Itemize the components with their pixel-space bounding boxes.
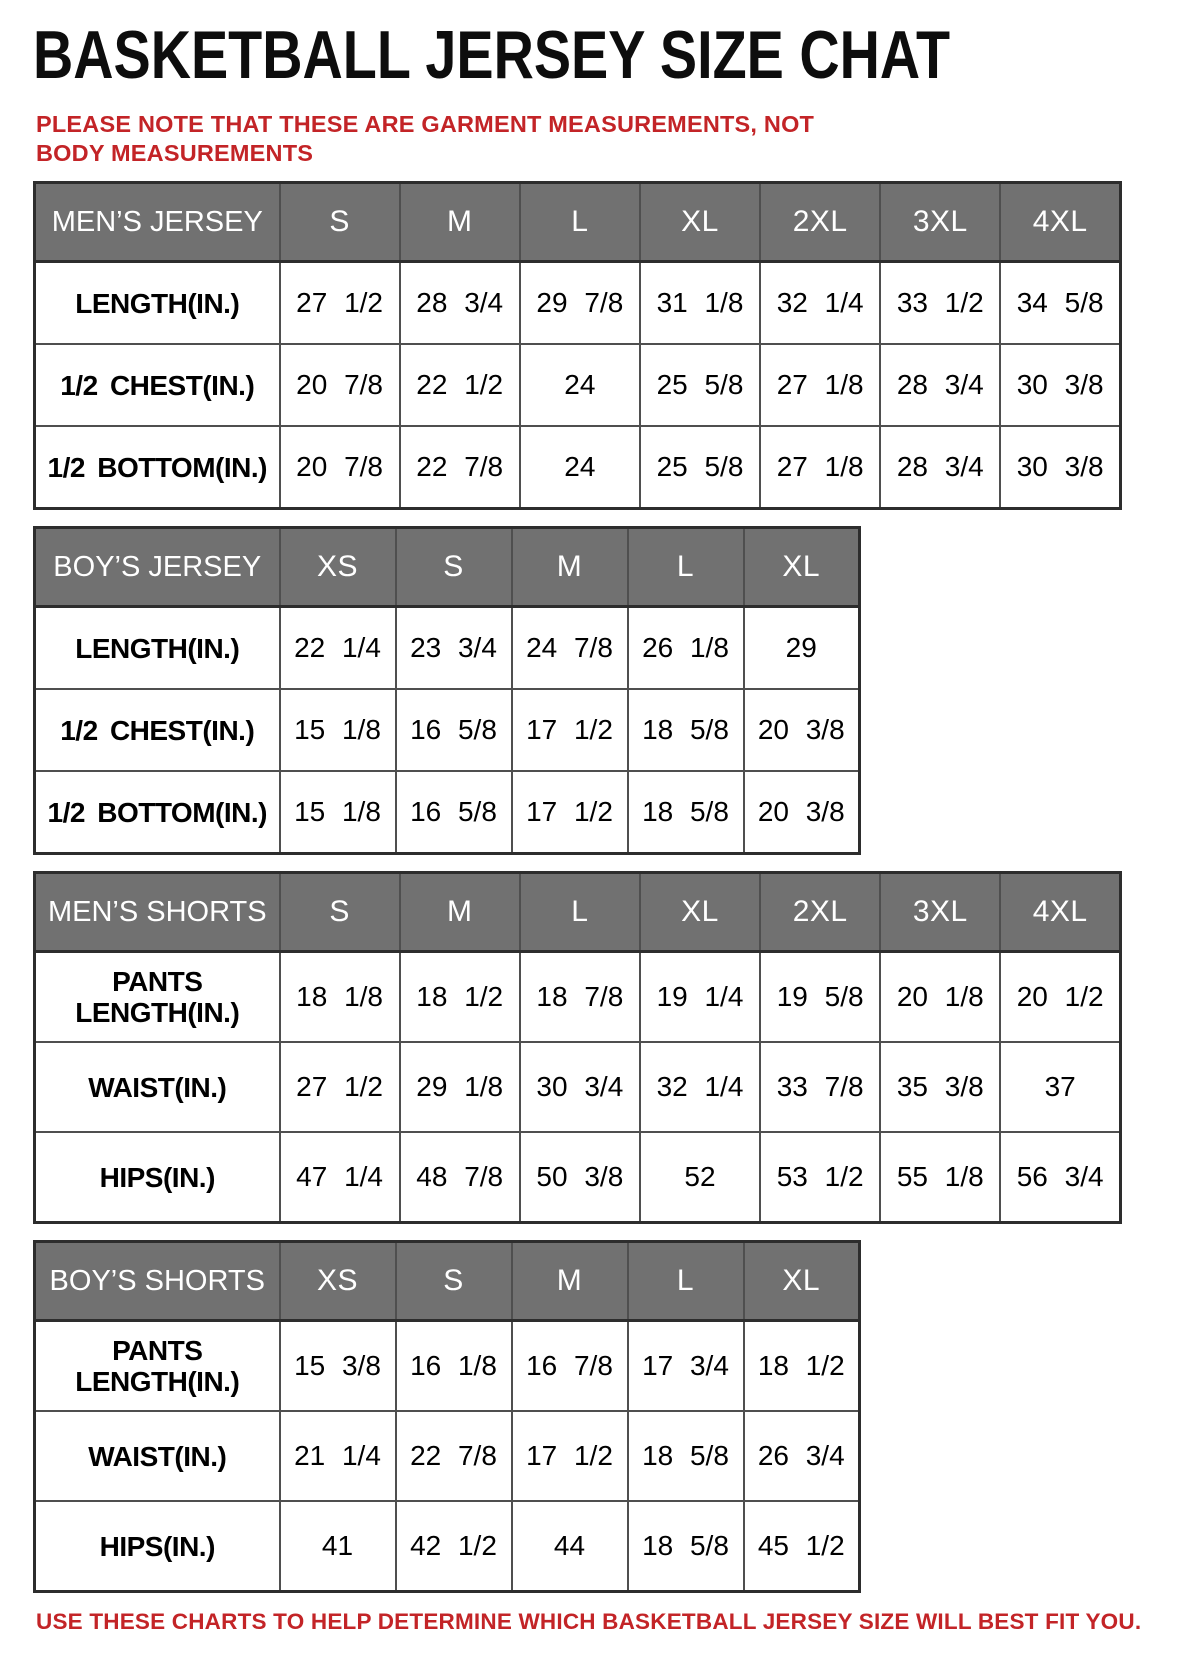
row-label: WAIST(IN.) bbox=[35, 1411, 280, 1501]
measurement-row-boys-shorts-1 bbox=[35, 1411, 860, 1501]
size-column-header-mens-jersey-3xl: 3XL bbox=[880, 183, 1000, 262]
fit-advice-footer: USE THESE CHARTS TO HELP DETERMINE WHICH BASKETBALL JERSEY SIZE WILL BEST FIT YOU. bbox=[36, 1609, 1142, 1635]
size-value-cell: 20 1/8 bbox=[880, 952, 1000, 1043]
size-column-header-mens-jersey-2xl: 2XL bbox=[760, 183, 880, 262]
row-label: 1/2 CHEST(IN.) bbox=[35, 689, 280, 771]
size-value-cell: 24 bbox=[520, 426, 640, 509]
size-column-header-mens-jersey-m: M bbox=[400, 183, 520, 262]
row-label: LENGTH(IN.) bbox=[35, 607, 280, 690]
mens-shorts-table-container bbox=[33, 871, 1170, 1224]
size-column-header-boys-shorts-m: M bbox=[512, 1242, 628, 1321]
size-value-cell: 19 1/4 bbox=[640, 952, 760, 1043]
size-value-cell: 22 1/4 bbox=[280, 607, 396, 690]
mens-jersey-table-container bbox=[33, 181, 1170, 510]
size-value-cell: 44 bbox=[512, 1501, 628, 1592]
row-label: HIPS(IN.) bbox=[35, 1501, 280, 1592]
row-label: PANTS LENGTH(IN.) bbox=[35, 1321, 280, 1412]
size-value-cell: 31 1/8 bbox=[640, 262, 760, 345]
row-label: HIPS(IN.) bbox=[35, 1132, 280, 1223]
size-value-cell: 20 3/8 bbox=[744, 771, 860, 854]
boys-jersey-table-container bbox=[33, 526, 1170, 855]
size-value-cell: 33 7/8 bbox=[760, 1042, 880, 1132]
size-value-cell: 18 5/8 bbox=[628, 1501, 744, 1592]
measurement-row-mens-shorts-1 bbox=[35, 1042, 1121, 1132]
page-title: BASKETBALL JERSEY SIZE CHAT bbox=[33, 17, 951, 93]
measurement-row-mens-shorts-2 bbox=[35, 1132, 1121, 1223]
size-column-header-mens-shorts-m: M bbox=[400, 873, 520, 952]
size-value-cell: 18 5/8 bbox=[628, 689, 744, 771]
size-value-cell: 41 bbox=[280, 1501, 396, 1592]
size-value-cell: 27 1/2 bbox=[280, 262, 400, 345]
size-value-cell: 16 1/8 bbox=[396, 1321, 512, 1412]
size-table-mens-shorts bbox=[33, 871, 1122, 1224]
size-column-header-boys-jersey-m: M bbox=[512, 528, 628, 607]
size-value-cell: 24 bbox=[520, 344, 640, 426]
size-value-cell: 50 3/8 bbox=[520, 1132, 640, 1223]
size-column-header-boys-shorts-l: L bbox=[628, 1242, 744, 1321]
row-label: 1/2 BOTTOM(IN.) bbox=[35, 771, 280, 854]
size-value-cell: 20 3/8 bbox=[744, 689, 860, 771]
size-table-boys-jersey bbox=[33, 526, 861, 855]
size-value-cell: 56 3/4 bbox=[1000, 1132, 1120, 1223]
size-value-cell: 24 7/8 bbox=[512, 607, 628, 690]
size-value-cell: 35 3/8 bbox=[880, 1042, 1000, 1132]
size-value-cell: 26 3/4 bbox=[744, 1411, 860, 1501]
size-value-cell: 20 7/8 bbox=[280, 344, 400, 426]
size-value-cell: 23 3/4 bbox=[396, 607, 512, 690]
size-value-cell: 37 bbox=[1000, 1042, 1120, 1132]
header-row-boys-jersey bbox=[35, 528, 860, 607]
size-column-header-boys-jersey-xs: XS bbox=[280, 528, 396, 607]
measurement-row-mens-jersey-2 bbox=[35, 426, 1121, 509]
row-label: 1/2 CHEST(IN.) bbox=[35, 344, 280, 426]
size-value-cell: 16 5/8 bbox=[396, 689, 512, 771]
size-value-cell: 19 5/8 bbox=[760, 952, 880, 1043]
size-column-header-mens-shorts-4xl: 4XL bbox=[1000, 873, 1120, 952]
size-column-header-boys-jersey-s: S bbox=[396, 528, 512, 607]
size-value-cell: 22 1/2 bbox=[400, 344, 520, 426]
size-value-cell: 27 1/8 bbox=[760, 426, 880, 509]
size-column-header-boys-shorts-xl: XL bbox=[744, 1242, 860, 1321]
size-value-cell: 32 1/4 bbox=[640, 1042, 760, 1132]
table-title-cell-boys-jersey: BOY’S JERSEY bbox=[35, 528, 280, 607]
size-value-cell: 18 1/2 bbox=[744, 1321, 860, 1412]
size-value-cell: 34 5/8 bbox=[1000, 262, 1120, 345]
size-column-header-mens-jersey-xl: XL bbox=[640, 183, 760, 262]
size-value-cell: 27 1/8 bbox=[760, 344, 880, 426]
size-value-cell: 16 5/8 bbox=[396, 771, 512, 854]
size-column-header-mens-shorts-s: S bbox=[280, 873, 400, 952]
size-value-cell: 16 7/8 bbox=[512, 1321, 628, 1412]
size-column-header-mens-shorts-xl: XL bbox=[640, 873, 760, 952]
size-value-cell: 27 1/2 bbox=[280, 1042, 400, 1132]
row-label: LENGTH(IN.) bbox=[35, 262, 280, 345]
table-title-cell-boys-shorts: BOY’S SHORTS bbox=[35, 1242, 280, 1321]
row-label: 1/2 BOTTOM(IN.) bbox=[35, 426, 280, 509]
size-value-cell: 17 1/2 bbox=[512, 689, 628, 771]
size-column-header-boys-shorts-xs: XS bbox=[280, 1242, 396, 1321]
size-value-cell: 29 bbox=[744, 607, 860, 690]
garment-measurement-note: PLEASE NOTE THAT THESE ARE GARMENT MEASUREMENTS, NOT BODY MEASUREMENTS bbox=[36, 111, 815, 166]
size-value-cell: 22 7/8 bbox=[396, 1411, 512, 1501]
size-value-cell: 32 1/4 bbox=[760, 262, 880, 345]
measurement-row-mens-shorts-0 bbox=[35, 952, 1121, 1043]
size-value-cell: 18 7/8 bbox=[520, 952, 640, 1043]
size-column-header-mens-jersey-s: S bbox=[280, 183, 400, 262]
size-column-header-boys-shorts-s: S bbox=[396, 1242, 512, 1321]
measurement-row-boys-shorts-2 bbox=[35, 1501, 860, 1592]
table-title-cell-mens-shorts: MEN’S SHORTS bbox=[35, 873, 280, 952]
size-value-cell: 48 7/8 bbox=[400, 1132, 520, 1223]
size-value-cell: 15 1/8 bbox=[280, 689, 396, 771]
measurement-row-boys-shorts-0 bbox=[35, 1321, 860, 1412]
measurement-row-mens-jersey-0 bbox=[35, 262, 1121, 345]
header-row-mens-jersey bbox=[35, 183, 1121, 262]
size-value-cell: 20 7/8 bbox=[280, 426, 400, 509]
boys-shorts-table-container bbox=[33, 1240, 1170, 1593]
measurement-row-boys-jersey-2 bbox=[35, 771, 860, 854]
size-value-cell: 18 1/8 bbox=[280, 952, 400, 1043]
size-value-cell: 47 1/4 bbox=[280, 1132, 400, 1223]
size-value-cell: 29 1/8 bbox=[400, 1042, 520, 1132]
size-column-header-boys-jersey-l: L bbox=[628, 528, 744, 607]
size-value-cell: 53 1/2 bbox=[760, 1132, 880, 1223]
size-value-cell: 17 1/2 bbox=[512, 1411, 628, 1501]
size-value-cell: 26 1/8 bbox=[628, 607, 744, 690]
size-value-cell: 15 1/8 bbox=[280, 771, 396, 854]
size-value-cell: 30 3/8 bbox=[1000, 426, 1120, 509]
size-column-header-mens-jersey-4xl: 4XL bbox=[1000, 183, 1120, 262]
size-table-boys-shorts bbox=[33, 1240, 861, 1593]
size-value-cell: 45 1/2 bbox=[744, 1501, 860, 1592]
size-value-cell: 18 5/8 bbox=[628, 1411, 744, 1501]
size-column-header-mens-shorts-l: L bbox=[520, 873, 640, 952]
size-value-cell: 52 bbox=[640, 1132, 760, 1223]
size-value-cell: 20 1/2 bbox=[1000, 952, 1120, 1043]
size-value-cell: 25 5/8 bbox=[640, 344, 760, 426]
size-value-cell: 22 7/8 bbox=[400, 426, 520, 509]
size-value-cell: 33 1/2 bbox=[880, 262, 1000, 345]
size-value-cell: 28 3/4 bbox=[880, 426, 1000, 509]
size-value-cell: 17 3/4 bbox=[628, 1321, 744, 1412]
size-table-mens-jersey bbox=[33, 181, 1122, 510]
header-row-mens-shorts bbox=[35, 873, 1121, 952]
header-row-boys-shorts bbox=[35, 1242, 860, 1321]
size-value-cell: 30 3/8 bbox=[1000, 344, 1120, 426]
table-title-cell-mens-jersey: MEN’S JERSEY bbox=[35, 183, 280, 262]
size-column-header-mens-shorts-3xl: 3XL bbox=[880, 873, 1000, 952]
size-value-cell: 55 1/8 bbox=[880, 1132, 1000, 1223]
size-value-cell: 28 3/4 bbox=[880, 344, 1000, 426]
size-value-cell: 28 3/4 bbox=[400, 262, 520, 345]
size-value-cell: 18 1/2 bbox=[400, 952, 520, 1043]
size-column-header-mens-jersey-l: L bbox=[520, 183, 640, 262]
size-value-cell: 18 5/8 bbox=[628, 771, 744, 854]
size-value-cell: 17 1/2 bbox=[512, 771, 628, 854]
measurement-row-boys-jersey-1 bbox=[35, 689, 860, 771]
row-label: PANTS LENGTH(IN.) bbox=[35, 952, 280, 1043]
size-column-header-mens-shorts-2xl: 2XL bbox=[760, 873, 880, 952]
size-value-cell: 30 3/4 bbox=[520, 1042, 640, 1132]
size-value-cell: 42 1/2 bbox=[396, 1501, 512, 1592]
size-value-cell: 29 7/8 bbox=[520, 262, 640, 345]
measurement-row-boys-jersey-0 bbox=[35, 607, 860, 690]
size-value-cell: 21 1/4 bbox=[280, 1411, 396, 1501]
size-column-header-boys-jersey-xl: XL bbox=[744, 528, 860, 607]
size-value-cell: 25 5/8 bbox=[640, 426, 760, 509]
row-label: WAIST(IN.) bbox=[35, 1042, 280, 1132]
measurement-row-mens-jersey-1 bbox=[35, 344, 1121, 426]
size-value-cell: 15 3/8 bbox=[280, 1321, 396, 1412]
